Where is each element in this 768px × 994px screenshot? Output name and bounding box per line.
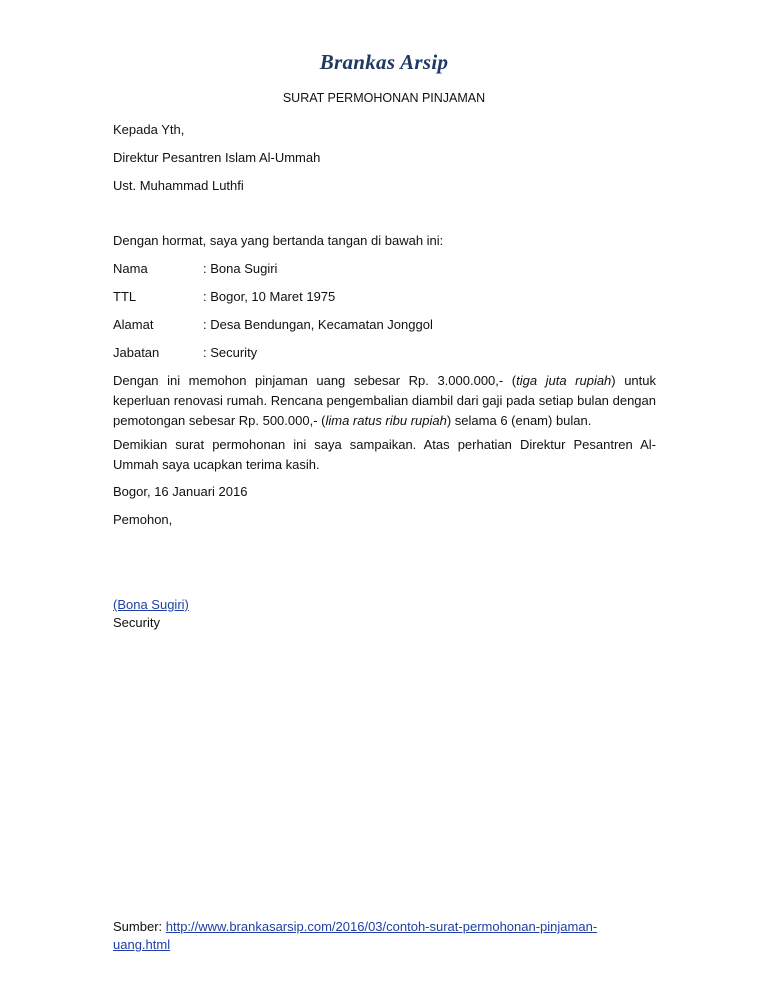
field-value: : Bona Sugiri bbox=[203, 261, 278, 276]
body-text: ) selama 6 (enam) bulan. bbox=[446, 413, 592, 428]
amount-in-words: tiga juta rupiah bbox=[516, 373, 612, 388]
letter-title: SURAT PERMOHONAN PINJAMAN bbox=[282, 91, 486, 105]
signature-name: (Bona Sugiri) bbox=[113, 597, 189, 612]
field-label: TTL bbox=[113, 289, 137, 304]
body-text: ) untuk keperluan renovasi rumah. Rencana pengembalian diambil dari gaji pada setiap bulan dengan pemotongan sebesar Rp. 500.000,- ( bbox=[113, 373, 656, 428]
body-paragraph-closing: Demikian surat permohonan ini saya sampaikan. Atas perhatian Direktur Pesantren Al-Ummah saya ucapkan terima kasih. bbox=[113, 437, 656, 472]
recipient-line-1: Direktur Pesantren Islam Al-Ummah bbox=[113, 150, 321, 165]
place-date: Bogor, 16 Januari 2016 bbox=[113, 484, 248, 499]
recipient-greeting: Kepada Yth, bbox=[113, 122, 185, 137]
field-value: : Security bbox=[203, 345, 258, 360]
signature-position: Security bbox=[113, 615, 160, 630]
field-value: : Desa Bendungan, Kecamatan Jonggol bbox=[203, 317, 433, 332]
installment-in-words: lima ratus ribu rupiah bbox=[325, 413, 447, 428]
field-row-position bbox=[113, 345, 257, 360]
opening-sentence: Dengan hormat, saya yang bertanda tangan di bawah ini: bbox=[113, 233, 444, 248]
source-note bbox=[113, 918, 633, 954]
source-link[interactable]: http://www.brankasarsip.com/2016/03/contoh-surat-permohonan-pinjaman-uang.html bbox=[113, 919, 598, 952]
closing-salutation: Pemohon, bbox=[113, 512, 173, 527]
field-label: Nama bbox=[113, 261, 148, 276]
field-row-ttl bbox=[113, 289, 335, 304]
body-paragraph-loan bbox=[113, 371, 656, 431]
body-text: Dengan ini memohon pinjaman uang sebesar Rp. 3.000.000,- ( bbox=[113, 373, 517, 388]
source-label: Sumber: bbox=[113, 919, 166, 934]
field-label: Jabatan bbox=[113, 345, 160, 360]
field-row-address bbox=[113, 317, 433, 332]
brand-header: Brankas Arsip bbox=[319, 50, 449, 74]
field-value: : Bogor, 10 Maret 1975 bbox=[203, 289, 336, 304]
field-label: Alamat bbox=[113, 317, 154, 332]
recipient-line-2: Ust. Muhammad Luthfi bbox=[113, 178, 244, 193]
field-row-name bbox=[113, 261, 277, 276]
